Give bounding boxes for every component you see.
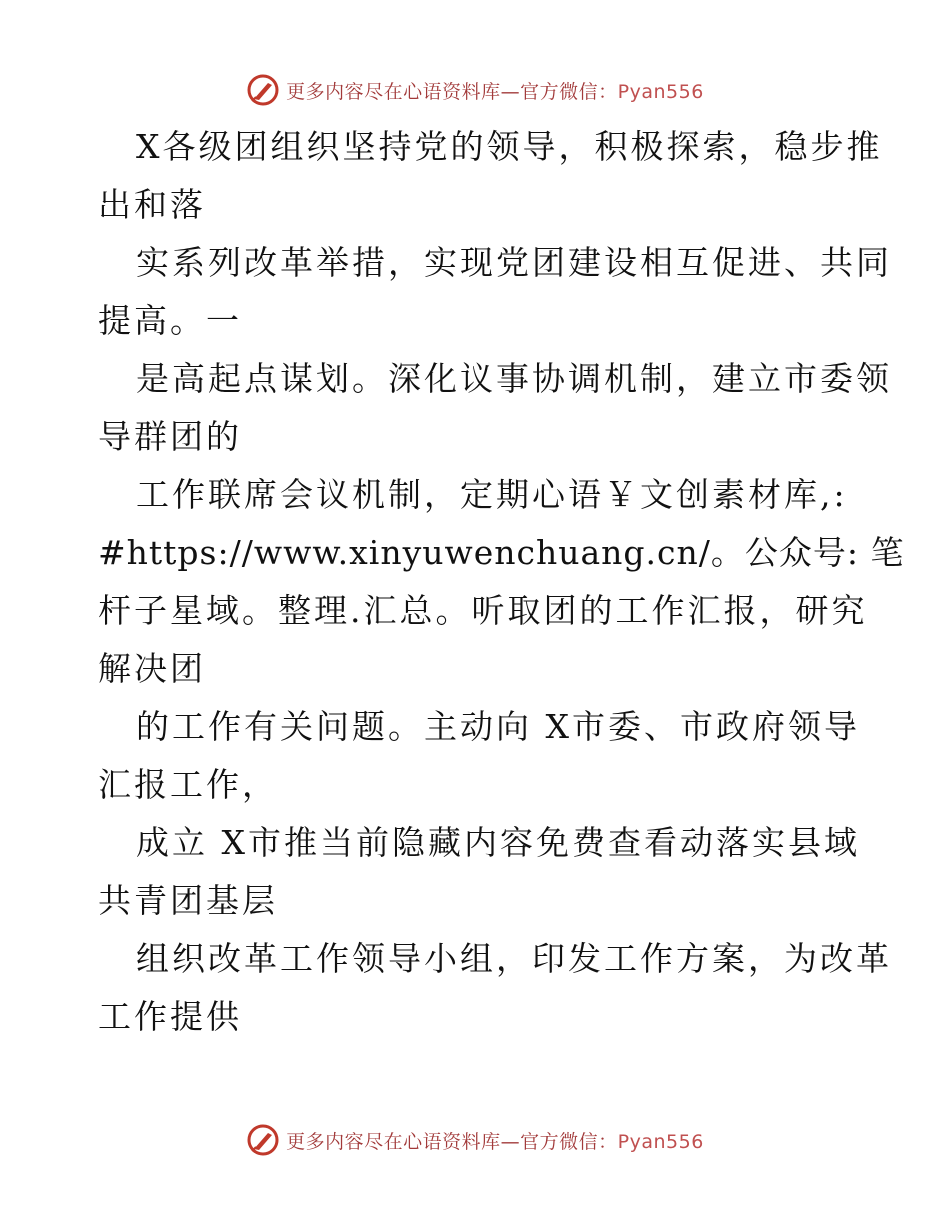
- body-line: 提高。一: [98, 301, 242, 340]
- header-watermark-id: Pyan556: [617, 80, 704, 103]
- document-body: [98, 118, 905, 1046]
- body-line: 工作提供: [98, 997, 242, 1036]
- body-line: 共青团基层: [98, 881, 278, 920]
- body-line: 汇报工作，: [98, 765, 278, 804]
- body-line: 是高起点谋划。深化议事协调机制，建立市委领: [136, 359, 892, 398]
- body-line-url: #https://www.xinyuwenchuang.cn/。公众号: 笔: [98, 533, 905, 572]
- body-line: 成立 X市推当前隐藏内容免费查看动落实县域: [136, 823, 860, 862]
- body-line: 杆子星域。整理.汇总。听取团的工作汇报，研究: [98, 591, 868, 630]
- quill-logo-icon: [246, 73, 280, 107]
- footer-watermark-text: 更多内容尽在心语资料库—官方微信：: [286, 1130, 618, 1153]
- header-watermark-text: 更多内容尽在心语资料库—官方微信：: [286, 80, 618, 103]
- footer-watermark: [0, 1120, 950, 1160]
- body-line: 导群团的: [98, 417, 242, 456]
- quill-logo-icon: [246, 1123, 280, 1157]
- header-watermark: [0, 70, 950, 110]
- body-line: X各级团组织坚持党的领导，积极探索，稳步推: [136, 127, 883, 166]
- footer-watermark-id: Pyan556: [617, 1130, 704, 1153]
- body-line: 组织改革工作领导小组，印发工作方案，为改革: [136, 939, 892, 978]
- body-line: 的工作有关问题。主动向 X市委、市政府领导: [136, 707, 860, 746]
- body-line: 出和落: [98, 185, 206, 224]
- body-line: 实系列改革举措，实现党团建设相互促进、共同: [136, 243, 892, 282]
- body-line: 解决团: [98, 649, 206, 688]
- body-line: 工作联席会议机制，定期心语￥文创素材库,:: [136, 475, 848, 514]
